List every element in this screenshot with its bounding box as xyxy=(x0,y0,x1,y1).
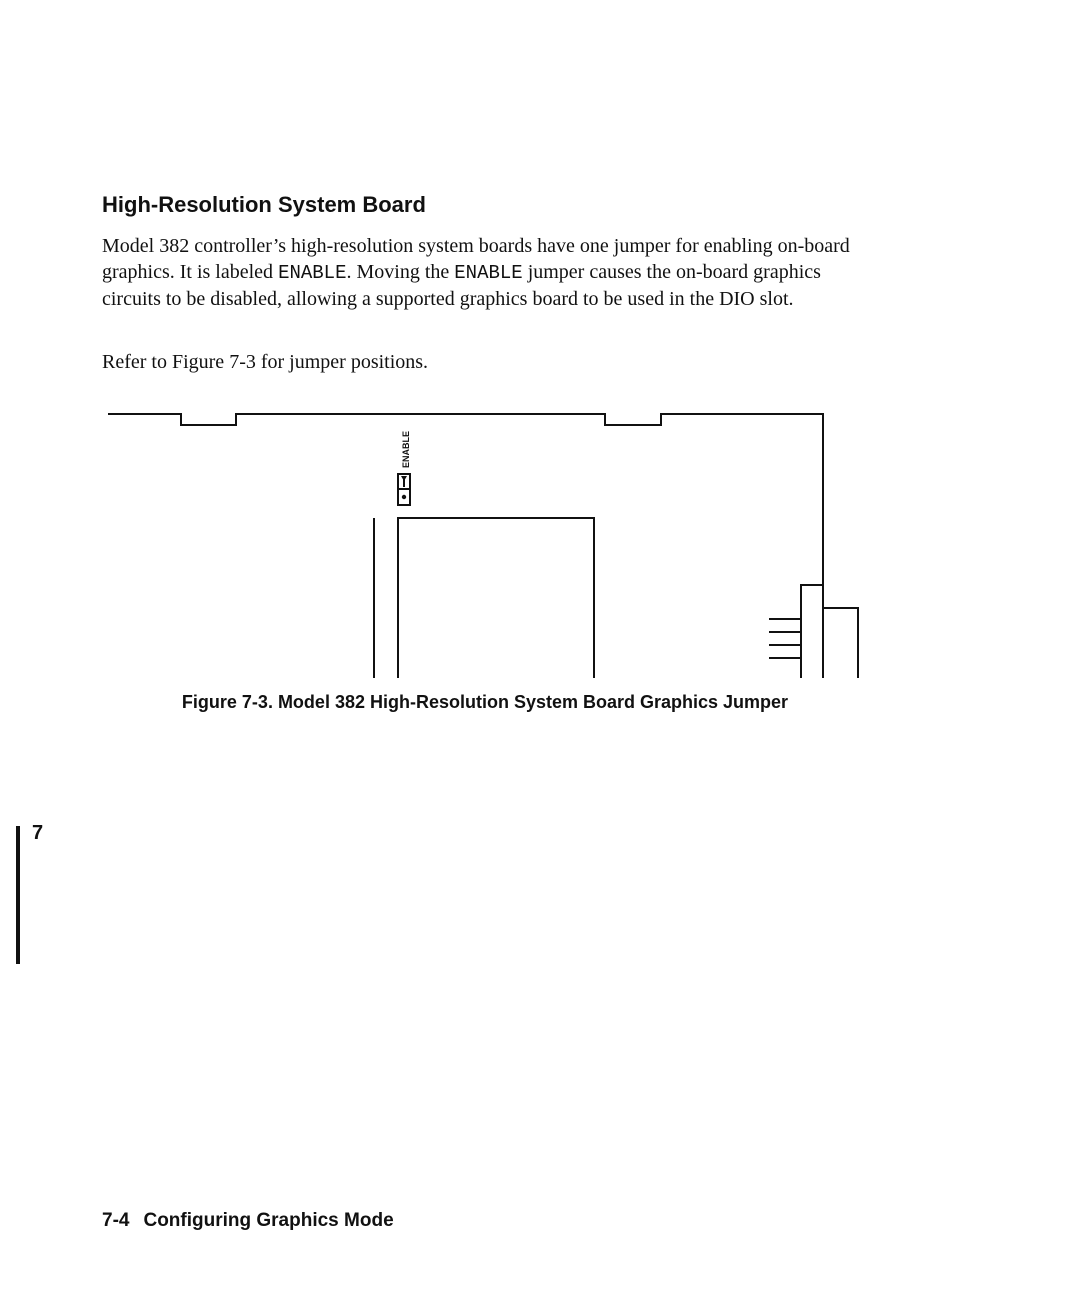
jumper-label: ENABLE xyxy=(401,430,411,468)
jumper-pin xyxy=(402,495,406,499)
board-diagram xyxy=(108,408,868,683)
figure-caption: Figure 7-3. Model 382 High-Resolution System Board Graphics Jumper xyxy=(181,692,789,712)
body-paragraph xyxy=(102,233,862,312)
paragraph-text: . Moving the xyxy=(346,261,455,283)
paragraph-text: Model 382 controller’s high-resolution system boards have one jumper for enabling on-board graphics. It is labeled xyxy=(102,235,850,283)
chapter-number: 7 xyxy=(32,822,44,844)
board-outline xyxy=(108,414,823,678)
enable-code-text: ENABLE xyxy=(278,262,347,284)
footer-title: Configuring Graphics Mode xyxy=(143,1210,394,1231)
connector-bracket xyxy=(823,608,858,678)
connector xyxy=(801,585,823,678)
figure-reference-paragraph: Refer to Figure 7-3 for jumper positions. xyxy=(102,351,429,373)
enable-code-text: ENABLE xyxy=(454,262,523,284)
chapter-tab-bar xyxy=(16,826,20,964)
paragraph-text: jumper causes the on-board graphics circuits to be disabled, allowing a supported graphics board to be used in the DIO slot. xyxy=(102,261,821,310)
section-heading: High-Resolution System Board xyxy=(102,192,426,217)
dio-slot xyxy=(398,518,594,678)
page-number: 7-4 xyxy=(102,1210,130,1231)
page-footer xyxy=(102,1210,394,1232)
